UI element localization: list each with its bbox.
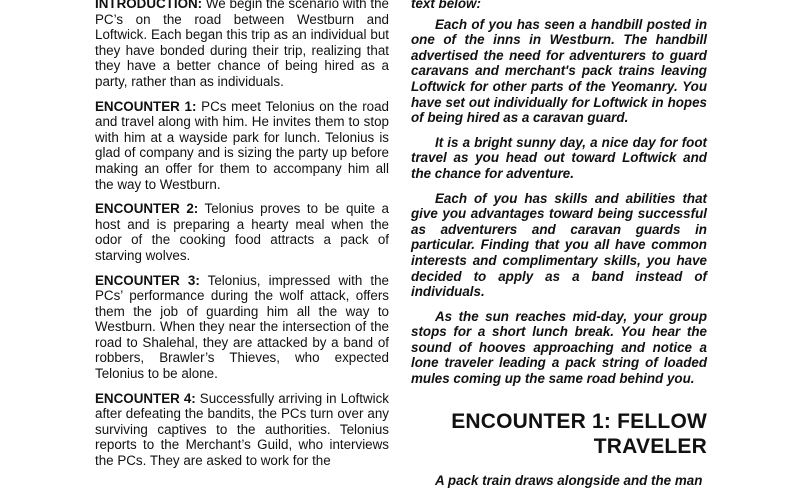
section-heading-line-2: TRAVELER bbox=[593, 434, 707, 458]
section-heading-line-1: ENCOUNTER 1: FELLOW bbox=[451, 409, 707, 433]
encounter-3-text: Telonius, impressed with the PCs’ performance during the wolf attack, offers them the job of guarding him all the way to Westburn. When they near the intersection of the road to Shalehal, they are attacked by a band of robbers, Brawler’s Thieves, who expected Telonius to be alone. bbox=[95, 272, 389, 382]
section-heading bbox=[411, 409, 707, 459]
encounter-2-summary bbox=[95, 201, 389, 263]
encounter-1-label: ENCOUNTER 1: bbox=[95, 98, 197, 114]
encounter-4-summary bbox=[95, 391, 389, 469]
read-aloud-paragraph: Each of you has skills and abilities that give you advantages toward being successful as adventurers and caravan guards in particular. Finding that you all have common interests and complimentary skills, you have decided to apply as a band instead of individuals. bbox=[411, 190, 707, 300]
left-column bbox=[95, 0, 389, 478]
read-aloud-paragraph: It is a bright sunny day, a nice day for foot travel as you head out toward Loftwick and the chance for adventure. bbox=[411, 134, 707, 181]
encounter-4-label: ENCOUNTER 4: bbox=[95, 390, 196, 406]
intro-text: We begin the scenario with the PC’s on the road between Westburn and Loftwick. Each began this trip as an individual but they have bonded during their trip, realizing that they have a better chance of being hired as a party, rather than as individuals. bbox=[95, 0, 389, 89]
intro-label: INTRODUCTION: bbox=[95, 0, 203, 11]
encounter-2-text: Telonius proves to be quite a host and is preparing a hearty meal when the odor of the cooking food attracts a pack of starving wolves. bbox=[95, 201, 390, 263]
encounter-2-label: ENCOUNTER 2: bbox=[95, 201, 199, 217]
encounter-1-text: PCs meet Telonius on the road and travel along with him. He invites them to stop with him at a wayside park for lunch. Telonius is glad of company and is sizing the party up before making an offer for them to accompany him all the way to Westburn. bbox=[95, 98, 389, 192]
right-column bbox=[411, 0, 707, 497]
read-aloud-fragment: text below: bbox=[411, 0, 481, 11]
intro-paragraph bbox=[95, 0, 389, 90]
encounter-3-summary bbox=[95, 273, 389, 382]
read-aloud-paragraph: Each of you has seen a handbill posted in one of the inns in Westburn. The handbill advertised the need for adventurers to guard caravans and merchant's pack trains leaving Loftwick for other parts of the Yeomanry. You have set out individually for Loftwick in hopes of being hired as a caravan guard. bbox=[411, 16, 707, 126]
encounter-4-text: Successfully arriving in Loftwick after defeating the bandits, the PCs turn over any surviving captives to the authorities. Telonius reports to the Merchant’s Guild, who interviews the PCs. They are asked to work for the bbox=[95, 390, 389, 469]
encounter-1-summary bbox=[95, 99, 389, 193]
encounter-3-label: ENCOUNTER 3: bbox=[95, 272, 200, 288]
read-aloud-fragment-bottom: A pack train draws alongside and the man bbox=[435, 472, 703, 488]
read-aloud-paragraph: As the sun reaches mid-day, your group stops for a short lunch break. You hear the sound of hooves approaching and notice a lone traveler leading a pack string of loaded mules coming up the same road behind you. bbox=[411, 308, 707, 387]
